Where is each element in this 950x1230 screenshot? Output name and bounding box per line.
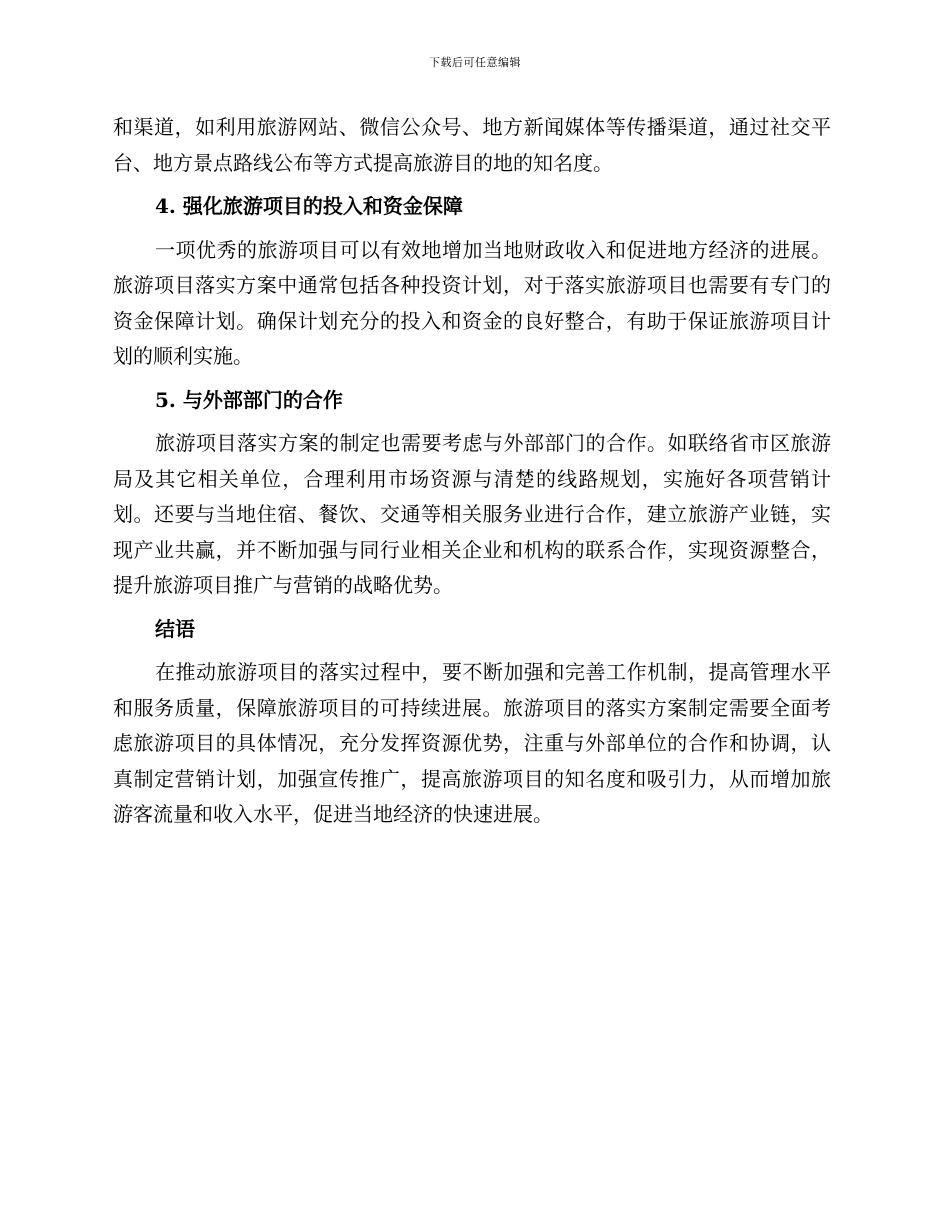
paragraph-cooperation: 旅游项目落实方案的制定也需要考虑与外部部门的合作。如联络省市区旅游局及其它相关单位，合理利用市场资源与清楚的线路规划，实施好各项营销计划。还要与当地住宿、餐饮、交通等相关服务业进行合作，建立旅游产业链，实现产业共赢，并不断加强与同行业相关企业和机构的联系合作，实现资源整合，提升旅游项目推广与营销的战略优势。	[113, 431, 831, 597]
section-heading-investment: 4. 强化旅游项目的投入和资金保障	[155, 194, 463, 218]
document-body	[113, 110, 831, 833]
paragraph-investment: 一项优秀的旅游项目可以有效地增加当地财政收入和促进地方经济的进展。旅游项目落实方案中通常包括各种投资计划，对于落实旅游项目也需要有专门的资金保障计划。确保计划充分的投入和资金的良好整合，有助于保证旅游项目计划的顺利实施。	[113, 237, 831, 368]
paragraph-conclusion: 在推动旅游项目的落实过程中，要不断加强和完善工作机制，提高管理水平和服务质量，保障旅游项目的可持续进展。旅游项目的落实方案制定需要全面考虑旅游项目的具体情况，充分发挥资源优势，注重与外部单位的合作和协调，认真制定营销计划，加强宣传推广，提高旅游项目的知名度和吸引力，从而增加旅游客流量和收入水平，促进当地经济的快速进展。	[113, 660, 831, 826]
page-header: 下载后可任意编辑	[429, 56, 521, 69]
section-heading-cooperation: 5. 与外部部门的合作	[155, 387, 343, 412]
section-heading-conclusion: 结语	[155, 616, 195, 641]
paragraph-promotion-channels: 和渠道，如利用旅游网站、微信公众号、地方新闻媒体等传播渠道，通过社交平台、地方景点路线公布等方式提高旅游目的地的知名度。	[113, 115, 831, 175]
